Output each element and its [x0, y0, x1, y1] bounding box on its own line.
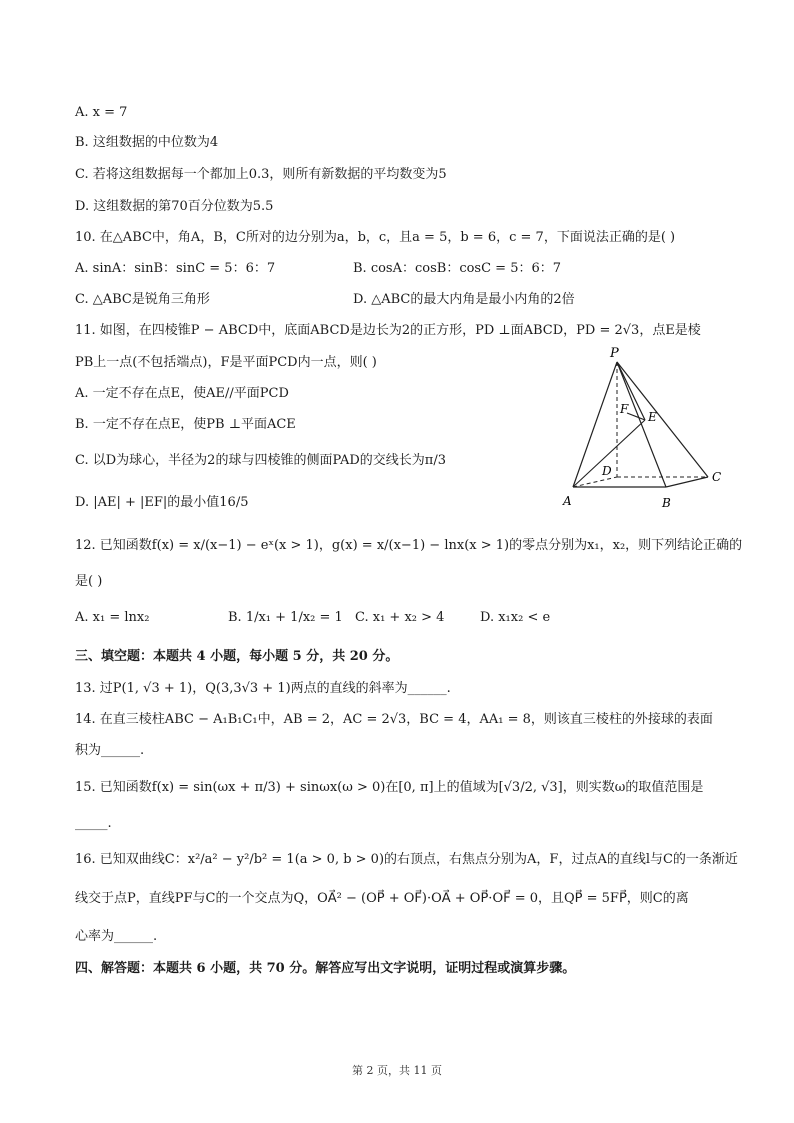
q11-stem-line-1: 11. 如图，在四棱锥P − ABCD中，底面ABCD是边长为2的正方形，PD ⊥面ABCD，PD = 2√3，点E是棱	[75, 323, 701, 338]
q10-option-c: C. △ABC是锐角三角形	[75, 292, 210, 307]
q16-line-2: 线交于点P，直线PF与C的一个交点为Q，OA⃗² − (OP⃗ + OF⃗)·OA⃗ + OP⃗·OF⃗ = 0，且QP⃗ = 5FP⃗，则C的离	[75, 891, 689, 906]
q12-stem-line-2: 是( )	[75, 574, 103, 589]
q14-line-2: 积为______.	[75, 743, 145, 758]
label-a: A	[563, 494, 572, 508]
q10-stem: 10. 在△ABC中，角A，B，C所对的边分别为a，b，c，且a = 5，b = 6，c = 7，下面说法正确的是( )	[75, 230, 676, 245]
q11-option-c: C. 以D为球心，半径为2的球与四棱锥的侧面PAD的交线长为π/3	[75, 453, 447, 468]
q10-option-a: A. sinA：sinB：sinC = 5：6：7	[75, 261, 276, 276]
q11-option-d: D. |AE| + |EF|的最小值16/5	[75, 495, 249, 510]
q16-line-3: 心率为______.	[75, 929, 158, 944]
q9-option-c: C. 若将这组数据每一个都加上0.3，则所有新数据的平均数变为5	[75, 167, 447, 182]
label-c: C	[712, 470, 722, 484]
label-f: F	[620, 402, 629, 416]
q10-options-row-2	[75, 291, 715, 309]
q15-line-1: 15. 已知函数f(x) = sin(ωx + π/3) + sinωx(ω > 0)在[0, π]上的值域为[√3/2, √3]，则实数ω的取值范围是	[75, 780, 704, 795]
q9-option-a: A. x = 7	[75, 105, 128, 120]
q12-stem-line-1: 12. 已知函数f(x) = x/(x−1) − eˣ(x > 1)，g(x) = x/(x−1) − lnx(x > 1)的零点分别为x₁，x₂，则下列结论正确的	[75, 538, 743, 553]
q12-option-d: D. x₁x₂ < e	[480, 610, 551, 625]
q14-line-1: 14. 在直三棱柱ABC − A₁B₁C₁中，AB = 2，AC = 2√3，BC = 4，AA₁ = 8，则该直三棱柱的外接球的表面	[75, 712, 713, 727]
label-b: B	[662, 496, 671, 510]
q15-line-2: _____.	[75, 816, 112, 831]
q13-text: 13. 过P(1, √3 + 1)，Q(3,3√3 + 1)两点的直线的斜率为______.	[75, 681, 451, 696]
q11-option-b: B. 一定不存在点E，使PB ⊥平面ACE	[75, 417, 296, 432]
label-d: D	[602, 464, 612, 478]
q12-option-b: B. 1/x₁ + 1/x₂ = 1	[228, 610, 343, 625]
label-p: P	[610, 346, 619, 361]
q12-option-a: A. x₁ = lnx₂	[75, 610, 150, 625]
page-footer: 第 2 页，共 11 页	[352, 1064, 442, 1077]
section-3-heading: 三、填空题：本题共 4 小题，每小题 5 分，共 20 分。	[75, 649, 399, 664]
pyramid-figure	[560, 345, 735, 515]
q10-options-row-1	[75, 260, 715, 278]
q10-option-b: B. cosA：cosB：cosC = 5：6：7	[353, 261, 562, 276]
q10-option-d: D. △ABC的最大内角是最小内角的2倍	[353, 292, 575, 307]
q9-option-b: B. 这组数据的中位数为4	[75, 135, 219, 150]
q11-option-a: A. 一定不存在点E，使AE//平面PCD	[75, 386, 289, 401]
label-e: E	[648, 410, 657, 424]
q9-option-d: D. 这组数据的第70百分位数为5.5	[75, 199, 274, 214]
q12-options-row	[75, 609, 715, 627]
q12-option-c: C. x₁ + x₂ > 4	[355, 610, 445, 625]
q11-stem-line-2: PB上一点(不包括端点)，F是平面PCD内一点，则( )	[75, 355, 377, 370]
section-4-heading: 四、解答题：本题共 6 小题，共 70 分。解答应写出文字说明，证明过程或演算步骤。	[75, 961, 576, 976]
q16-line-1: 16. 已知双曲线C：x²/a² − y²/b² = 1(a > 0, b > 0)的右顶点，右焦点分别为A，F，过点A的直线l与C的一条渐近	[75, 852, 738, 867]
